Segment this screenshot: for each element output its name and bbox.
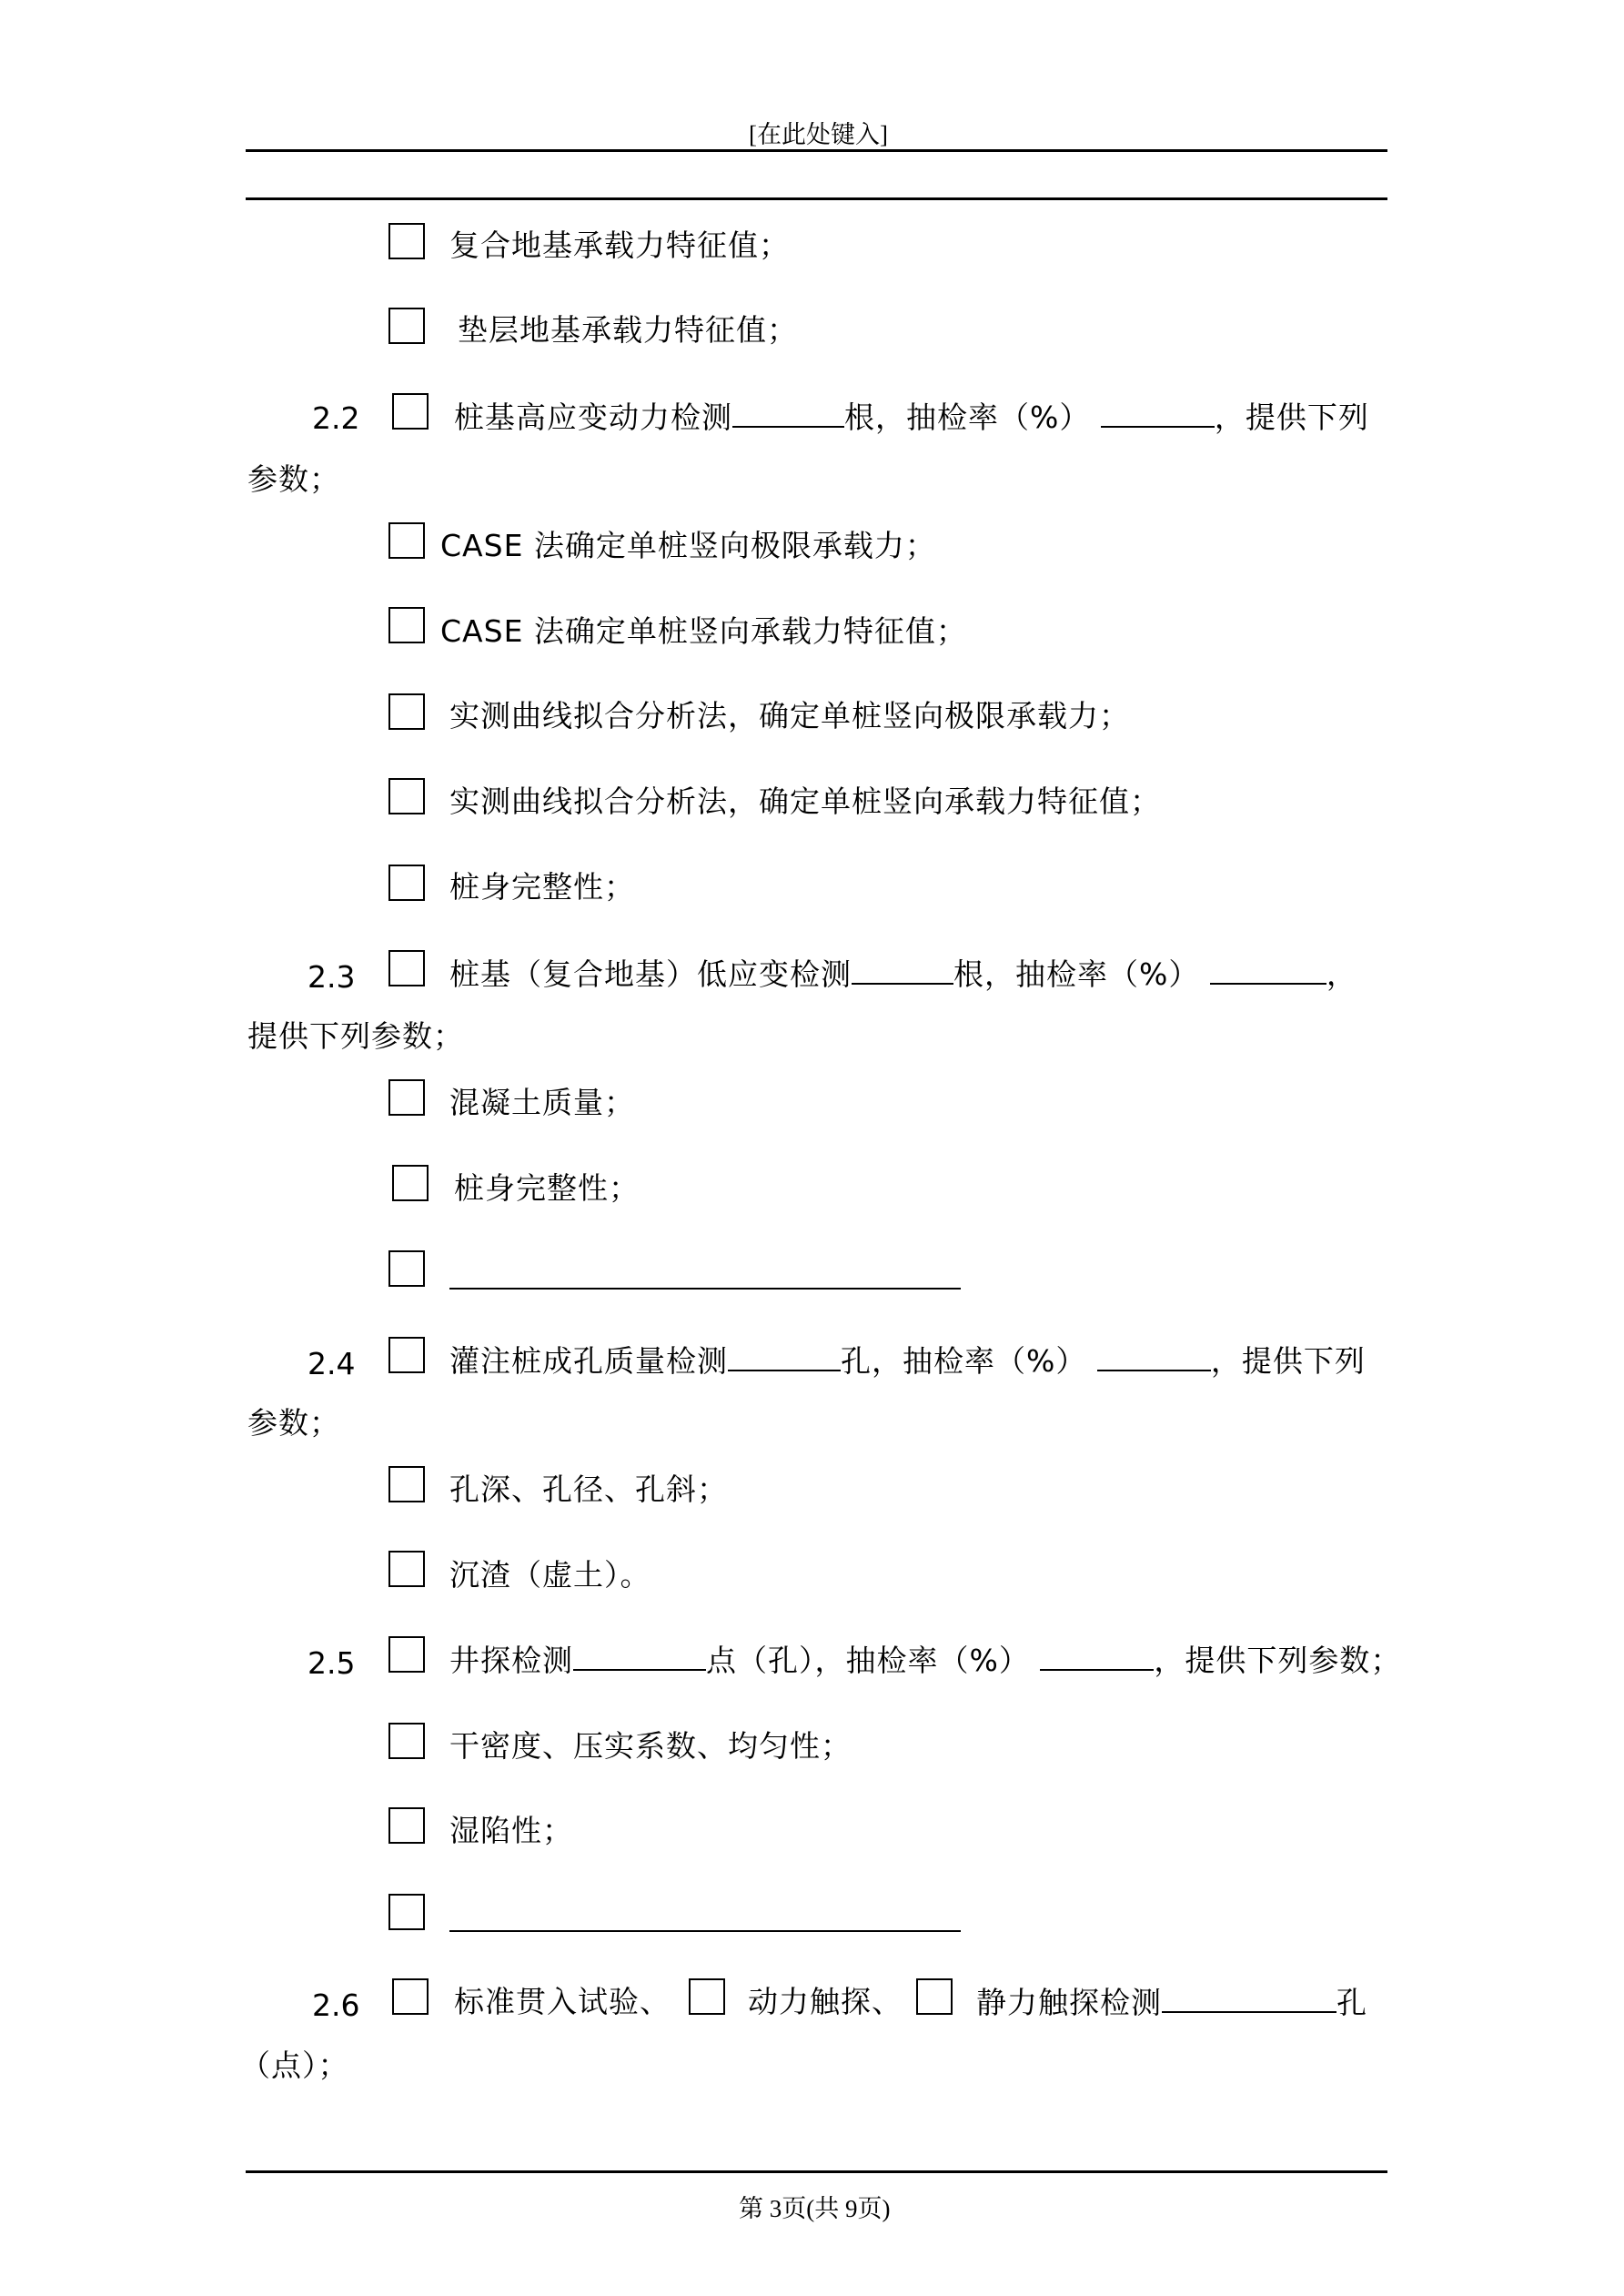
item-label: 混凝土质量； bbox=[449, 1085, 635, 1120]
checkbox-custom-item[interactable] bbox=[388, 1250, 425, 1287]
item-label: CASE 法确定单桩竖向极限承载力； bbox=[440, 528, 936, 563]
section-text-a: 桩基高应变动力检测 bbox=[454, 400, 732, 435]
section-text-a: 桩基（复合地基）低应变检测 bbox=[449, 956, 852, 992]
checkbox-item[interactable] bbox=[388, 865, 425, 901]
footer-rule bbox=[246, 2170, 1387, 2173]
count-blank[interactable] bbox=[728, 1342, 841, 1371]
custom-item-blank[interactable] bbox=[449, 1288, 961, 1290]
count-blank[interactable] bbox=[573, 1642, 706, 1671]
checkbox-item[interactable] bbox=[388, 1551, 425, 1587]
count-blank[interactable] bbox=[1162, 1984, 1337, 2013]
section-text-b: 动力触探、 bbox=[748, 1984, 903, 2019]
checkbox-item[interactable] bbox=[388, 1466, 425, 1502]
section-text bbox=[449, 956, 1357, 993]
item-label: 复合地基承载力特征值； bbox=[449, 228, 790, 263]
checkbox-item[interactable] bbox=[388, 1723, 425, 1759]
count-blank[interactable] bbox=[732, 399, 844, 428]
section-text-a: 标准贯入试验、 bbox=[454, 1984, 671, 2019]
item-label: CASE 法确定单桩竖向承载力特征值； bbox=[440, 613, 967, 649]
section-text-continued: 参数； bbox=[247, 461, 340, 497]
page-header: [在此处键入] bbox=[749, 121, 888, 148]
section-text-c: ，提供下列 bbox=[1210, 1343, 1366, 1379]
rate-blank[interactable] bbox=[1101, 399, 1215, 428]
checkbox-low-strain-test[interactable] bbox=[388, 950, 425, 986]
section-number: 2.5 bbox=[308, 1645, 356, 1681]
checkbox-item[interactable] bbox=[392, 1165, 429, 1201]
checkbox-pit-test[interactable] bbox=[388, 1636, 425, 1673]
item-label: 湿陷性； bbox=[449, 1813, 573, 1848]
checkbox-item[interactable] bbox=[388, 693, 425, 730]
item-label: 干密度、压实系数、均匀性； bbox=[449, 1728, 852, 1764]
checkbox-dynamic-probe[interactable] bbox=[689, 1978, 725, 2015]
item-label: 桩身完整性； bbox=[449, 869, 635, 905]
section-text-c: ，提供下列 bbox=[1214, 400, 1369, 435]
checkbox-custom-item[interactable] bbox=[388, 1894, 425, 1930]
header-rule-second bbox=[246, 197, 1387, 200]
item-label: 实测曲线拟合分析法，确定单桩竖向承载力特征值； bbox=[449, 784, 1161, 819]
section-number: 2.2 bbox=[312, 400, 360, 436]
custom-item-blank[interactable] bbox=[449, 1930, 961, 1932]
rate-blank[interactable] bbox=[1210, 956, 1326, 985]
checkbox-item[interactable] bbox=[388, 607, 425, 643]
item-label: 孔深、孔径、孔斜； bbox=[449, 1472, 728, 1507]
section-text-c-label: 静力触探检测 bbox=[976, 1985, 1162, 2020]
checkbox-composite-foundation[interactable] bbox=[388, 223, 425, 259]
section-text-a: 井探检测 bbox=[449, 1643, 573, 1678]
section-number: 2.6 bbox=[312, 1988, 360, 2023]
checkbox-item[interactable] bbox=[388, 1807, 425, 1844]
checkbox-static-cpt[interactable] bbox=[916, 1978, 953, 2015]
section-text-b: 根，抽检率（%） bbox=[953, 956, 1200, 992]
item-label: 实测曲线拟合分析法，确定单桩竖向极限承载力； bbox=[449, 698, 1130, 733]
section-text-a: 灌注桩成孔质量检测 bbox=[449, 1343, 728, 1379]
section-text-b: 根，抽检率（%） bbox=[844, 400, 1091, 435]
checkbox-item[interactable] bbox=[388, 778, 425, 814]
section-text-b: 孔，抽检率（%） bbox=[841, 1343, 1087, 1379]
checkbox-high-strain-test[interactable] bbox=[392, 393, 429, 430]
section-text-c bbox=[976, 1984, 1367, 2021]
section-text-continued: 参数； bbox=[247, 1405, 340, 1441]
header-rule bbox=[246, 149, 1387, 152]
section-number: 2.3 bbox=[308, 959, 356, 995]
item-label: 垫层地基承载力特征值； bbox=[458, 312, 798, 348]
section-text bbox=[449, 1342, 1366, 1380]
section-text-continued: 提供下列参数； bbox=[247, 1018, 464, 1054]
section-text bbox=[449, 1642, 1401, 1679]
page-footer: 第 3页(共 9页) bbox=[739, 2195, 891, 2222]
section-text-d: 孔 bbox=[1337, 1985, 1367, 2020]
checkbox-hole-quality-test[interactable] bbox=[388, 1337, 425, 1373]
checkbox-cushion-foundation[interactable] bbox=[388, 308, 425, 344]
section-text-continued: （点）； bbox=[240, 2048, 349, 2083]
section-text-b: 点（孔），抽检率（%） bbox=[706, 1643, 1030, 1678]
rate-blank[interactable] bbox=[1040, 1642, 1154, 1671]
section-text bbox=[454, 399, 1369, 436]
section-number: 2.4 bbox=[308, 1346, 356, 1381]
checkbox-item[interactable] bbox=[388, 1079, 425, 1116]
section-text-c: ，提供下列参数； bbox=[1154, 1643, 1402, 1678]
checkbox-item[interactable] bbox=[388, 522, 425, 559]
count-blank[interactable] bbox=[852, 956, 953, 985]
checkbox-spt[interactable] bbox=[392, 1978, 429, 2015]
item-label: 沉渣（虚土）。 bbox=[449, 1557, 651, 1593]
item-label: 桩身完整性； bbox=[454, 1170, 640, 1206]
rate-blank[interactable] bbox=[1097, 1342, 1211, 1371]
section-text-c: ， bbox=[1326, 956, 1357, 992]
